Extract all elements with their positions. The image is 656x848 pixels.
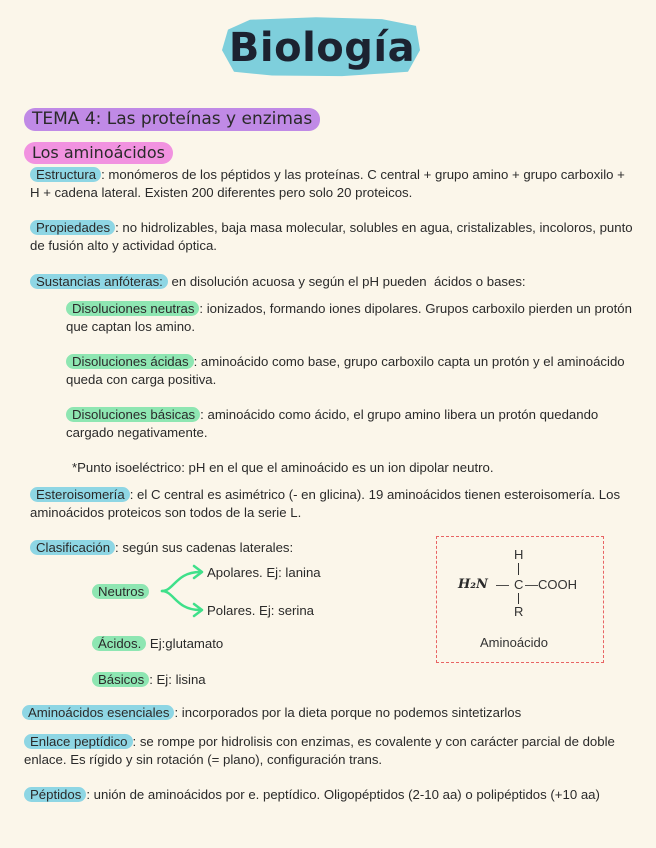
acidas-text: : aminoácido como base, grupo carboxilo capta un protón y el aminoácido queda con carga positiva. bbox=[66, 354, 625, 387]
neutras-label: Disoluciones neutras bbox=[66, 301, 199, 316]
esteroisomeria-text: : el C central es asimétrico (- en glicina). 19 aminoácidos tienen esteroisomería. Los aminoácidos proteicos son todos de la serie L. bbox=[30, 487, 621, 520]
structure-bond-top bbox=[518, 563, 519, 575]
acidos-text: Ej:glutamato bbox=[146, 636, 224, 651]
topic-heading-text: TEMA 4: Las proteínas y enzimas bbox=[24, 108, 320, 131]
esenciales-paragraph bbox=[22, 704, 627, 722]
clasificacion-label: Clasificación bbox=[30, 540, 115, 555]
structure-cooh: —COOH bbox=[525, 577, 577, 592]
enlace-label: Enlace peptídico bbox=[24, 734, 133, 749]
clasificacion-paragraph bbox=[30, 539, 410, 557]
peptidos-text: : unión de aminoácidos por e. peptídico. Oligopéptidos (2-10 aa) o polipéptidos (+10 aa) bbox=[86, 787, 600, 802]
anfoteras-text: en disolución acuosa y según el pH pueden ácidos o bases: bbox=[167, 274, 526, 289]
section-heading bbox=[24, 142, 173, 163]
structure-h: H bbox=[514, 547, 524, 562]
estructura-label: Estructura bbox=[30, 167, 101, 182]
structure-c: C bbox=[514, 577, 524, 592]
peptidos-paragraph bbox=[24, 786, 636, 804]
structure-caption: Aminoácido bbox=[480, 635, 548, 650]
isoelectric-note: *Punto isoeléctrico: pH en el que el aminoácido es un ion dipolar neutro. bbox=[72, 460, 494, 475]
esenciales-text: : incorporados por la dieta porque no podemos sintetizarlos bbox=[174, 705, 522, 720]
apolares-item: Apolares. Ej: lanina bbox=[207, 565, 321, 580]
branch-arrows-icon bbox=[160, 560, 210, 620]
anfoteras-label: Sustancias anfóteras: bbox=[30, 274, 168, 289]
acidas-label: Disoluciones ácidas bbox=[66, 354, 194, 369]
estructura-text: : monómeros de los péptidos y las proteínas. C central + grupo amino + grupo carboxilo + H + cadena lateral. Existen 200 diferentes pero solo 20 proteicos. bbox=[30, 167, 625, 200]
propiedades-text: : no hidrolizables, baja masa molecular, solubles en agua, cristalizables, incoloros, punto de fusión alto y actividad óptica. bbox=[30, 220, 633, 253]
polares-item: Polares. Ej: serina bbox=[207, 603, 315, 618]
structure-amine: H₂N bbox=[458, 577, 488, 592]
acidos-label: Ácidos. bbox=[92, 636, 146, 651]
acidas-paragraph bbox=[66, 353, 636, 388]
esteroisomeria-paragraph bbox=[30, 486, 635, 521]
neutras-paragraph bbox=[66, 300, 636, 335]
esteroisomeria-label: Esteroisomería bbox=[30, 487, 130, 502]
basicas-label: Disoluciones básicas bbox=[66, 407, 200, 422]
topic-heading bbox=[24, 108, 320, 130]
basicos-label: Básicos bbox=[92, 672, 149, 687]
basicos-item bbox=[92, 671, 206, 689]
estructura-paragraph bbox=[30, 166, 635, 201]
basicos-text: : Ej: lisina bbox=[149, 672, 206, 687]
basicas-text: : aminoácido como ácido, el grupo amino libera un protón quedando cargado negativamente. bbox=[66, 407, 599, 440]
neutros-item bbox=[92, 583, 149, 601]
neutras-text: : ionizados, formando iones dipolares. Grupos carboxilo pierden un protón que captan los amino. bbox=[66, 301, 632, 334]
neutros-label: Neutros bbox=[92, 584, 149, 599]
structure-r: R bbox=[514, 604, 524, 619]
clasificacion-text: : según sus cadenas laterales: bbox=[115, 540, 294, 555]
propiedades-label: Propiedades bbox=[30, 220, 115, 235]
enlace-paragraph bbox=[24, 733, 636, 768]
enlace-text: : se rompe por hidrolisis con enzimas, es covalente y con carácter parcial de doble enlace. Es rígido y sin rotación (= plano), configuración trans. bbox=[24, 734, 615, 767]
basicas-paragraph bbox=[66, 406, 636, 441]
structure-dash: — bbox=[496, 577, 509, 592]
acidos-item bbox=[92, 635, 223, 653]
page-title: Biología bbox=[228, 25, 416, 71]
esenciales-label: Aminoácidos esenciales bbox=[22, 705, 174, 720]
anfoteras-paragraph bbox=[30, 273, 635, 291]
peptidos-label: Péptidos bbox=[24, 787, 86, 802]
section-heading-text: Los aminoácidos bbox=[24, 142, 173, 164]
propiedades-paragraph bbox=[30, 219, 635, 254]
